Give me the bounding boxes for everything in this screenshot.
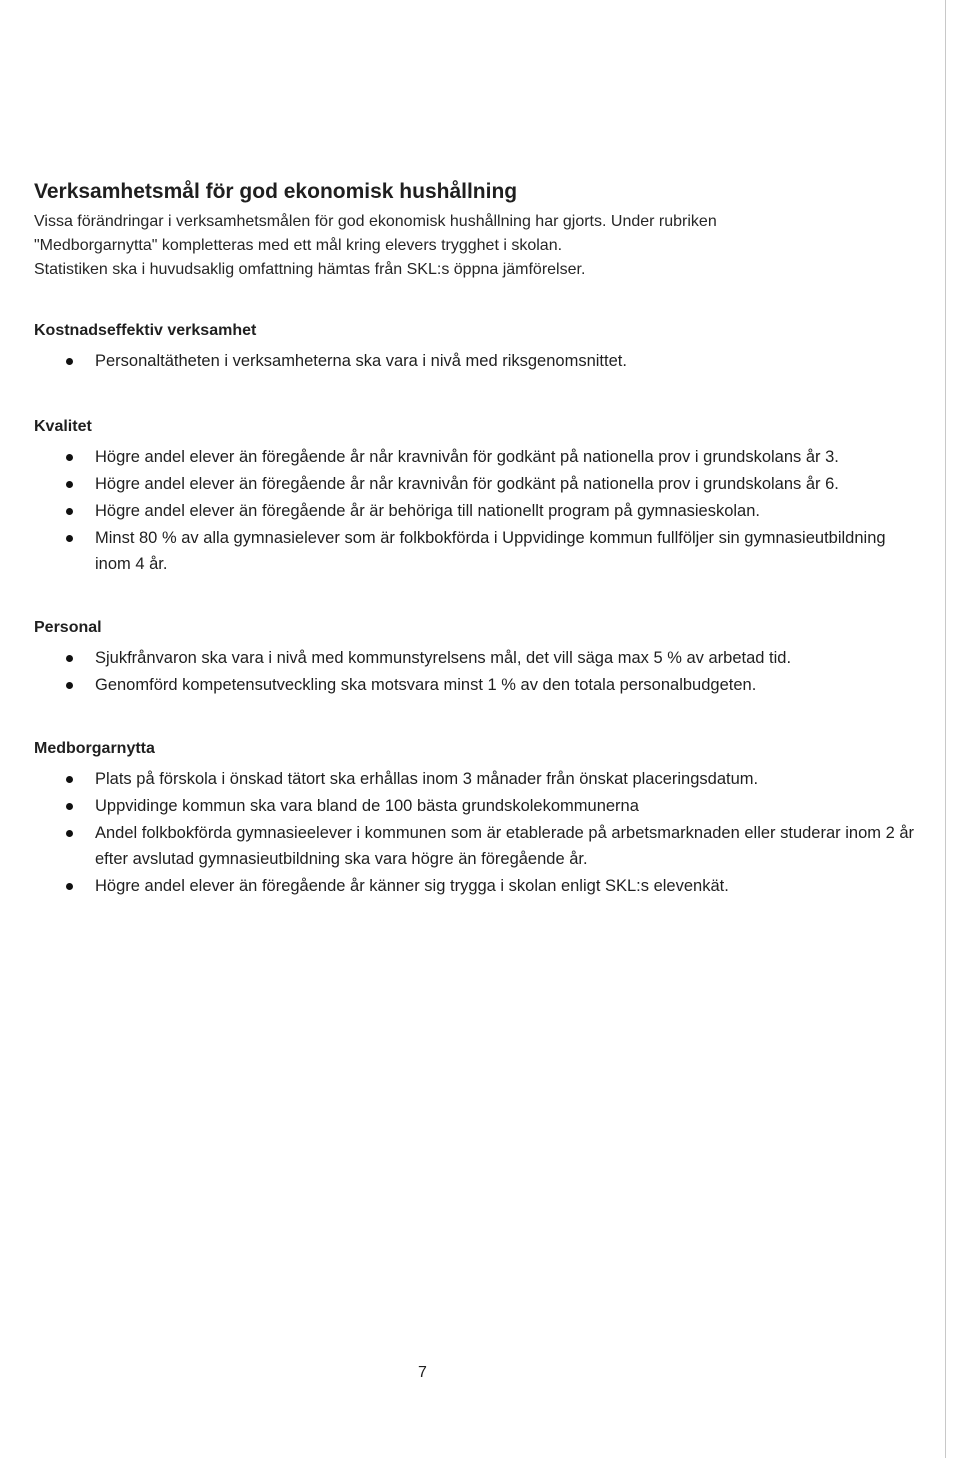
goal-text: Högre andel elever än föregående år är behöriga till nationellt program på gymnasieskolan. <box>95 502 760 520</box>
bullet-icon <box>66 776 73 783</box>
goal-item <box>34 793 914 819</box>
page-edge-line <box>945 0 946 1458</box>
intro-line: "Medborgarnytta" kompletteras med ett mål kring elevers trygghet i skolan. <box>34 237 563 254</box>
bullet-icon <box>66 830 73 837</box>
intro-line: Vissa förändringar i verksamhetsmålen för god ekonomisk hushållning har gjorts. Under rubriken <box>34 213 717 230</box>
document-title: Verksamhetsmål för god ekonomisk hushållning <box>34 180 518 203</box>
section-heading: Personal <box>34 619 102 636</box>
goal-text: Minst 80 % av alla gymnasielever som är folkbokförda i Uppvidinge kommun fullföljer sin gymnasieutbildning inom 4 år. <box>95 529 886 573</box>
goal-list <box>34 348 914 374</box>
document-body <box>34 178 914 900</box>
bullet-icon <box>66 454 73 461</box>
goal-item <box>34 766 914 792</box>
goal-text: Andel folkbokförda gymnasieelever i kommunen som är etablerade på arbetsmarknaden eller studerar inom 2 år efter avslutad gymnasieutbildning ska vara högre än föregående år. <box>95 824 915 868</box>
goal-item <box>34 672 914 698</box>
goal-item <box>34 525 914 577</box>
goal-text: Högre andel elever än föregående år når kravnivån för godkänt på nationella prov i grundskolans år 6. <box>95 475 839 493</box>
bullet-icon <box>66 535 73 542</box>
goal-list <box>34 766 914 899</box>
goal-list <box>34 645 914 698</box>
goal-text: Sjukfrånvaron ska vara i nivå med kommunstyrelsens mål, det vill säga max 5 % av arbetad tid. <box>95 649 792 667</box>
goal-text: Uppvidinge kommun ska vara bland de 100 bästa grundskolekommunerna <box>95 797 639 815</box>
bullet-icon <box>66 481 73 488</box>
goal-item <box>34 444 914 470</box>
bullet-icon <box>66 682 73 689</box>
section-kostnadseffektiv-verksamhet <box>34 320 914 374</box>
goal-item <box>34 471 914 497</box>
goal-item <box>34 348 914 374</box>
section-heading: Medborgarnytta <box>34 740 155 757</box>
goal-item <box>34 645 914 671</box>
bullet-icon <box>66 655 73 662</box>
bullet-icon <box>66 508 73 515</box>
section-personal <box>34 617 914 698</box>
bullet-icon <box>66 803 73 810</box>
goal-text: Högre andel elever än föregående år känner sig trygga i skolan enligt SKL:s elevenkät. <box>95 877 729 895</box>
goal-text: Personaltätheten i verksamheterna ska vara i nivå med riksgenomsnittet. <box>95 352 627 370</box>
intro-paragraph <box>34 210 914 282</box>
page-number: 7 <box>418 1364 427 1381</box>
goal-item <box>34 873 914 899</box>
goal-list <box>34 444 914 577</box>
intro-line: Statistiken ska i huvudsaklig omfattning hämtas från SKL:s öppna jämförelser. <box>34 261 586 278</box>
goal-item <box>34 820 914 872</box>
goal-text: Högre andel elever än föregående år når kravnivån för godkänt på nationella prov i grundskolans år 3. <box>95 448 839 466</box>
goal-text: Genomförd kompetensutveckling ska motsvara minst 1 % av den totala personalbudgeten. <box>95 676 757 694</box>
goal-text: Plats på förskola i önskad tätort ska erhållas inom 3 månader från önskat placeringsdatum. <box>95 770 759 788</box>
section-heading: Kostnadseffektiv verksamhet <box>34 322 257 339</box>
section-medborgarnytta <box>34 738 914 899</box>
bullet-icon <box>66 883 73 890</box>
section-kvalitet <box>34 416 914 577</box>
goal-item <box>34 498 914 524</box>
bullet-icon <box>66 358 73 365</box>
section-heading: Kvalitet <box>34 418 92 435</box>
